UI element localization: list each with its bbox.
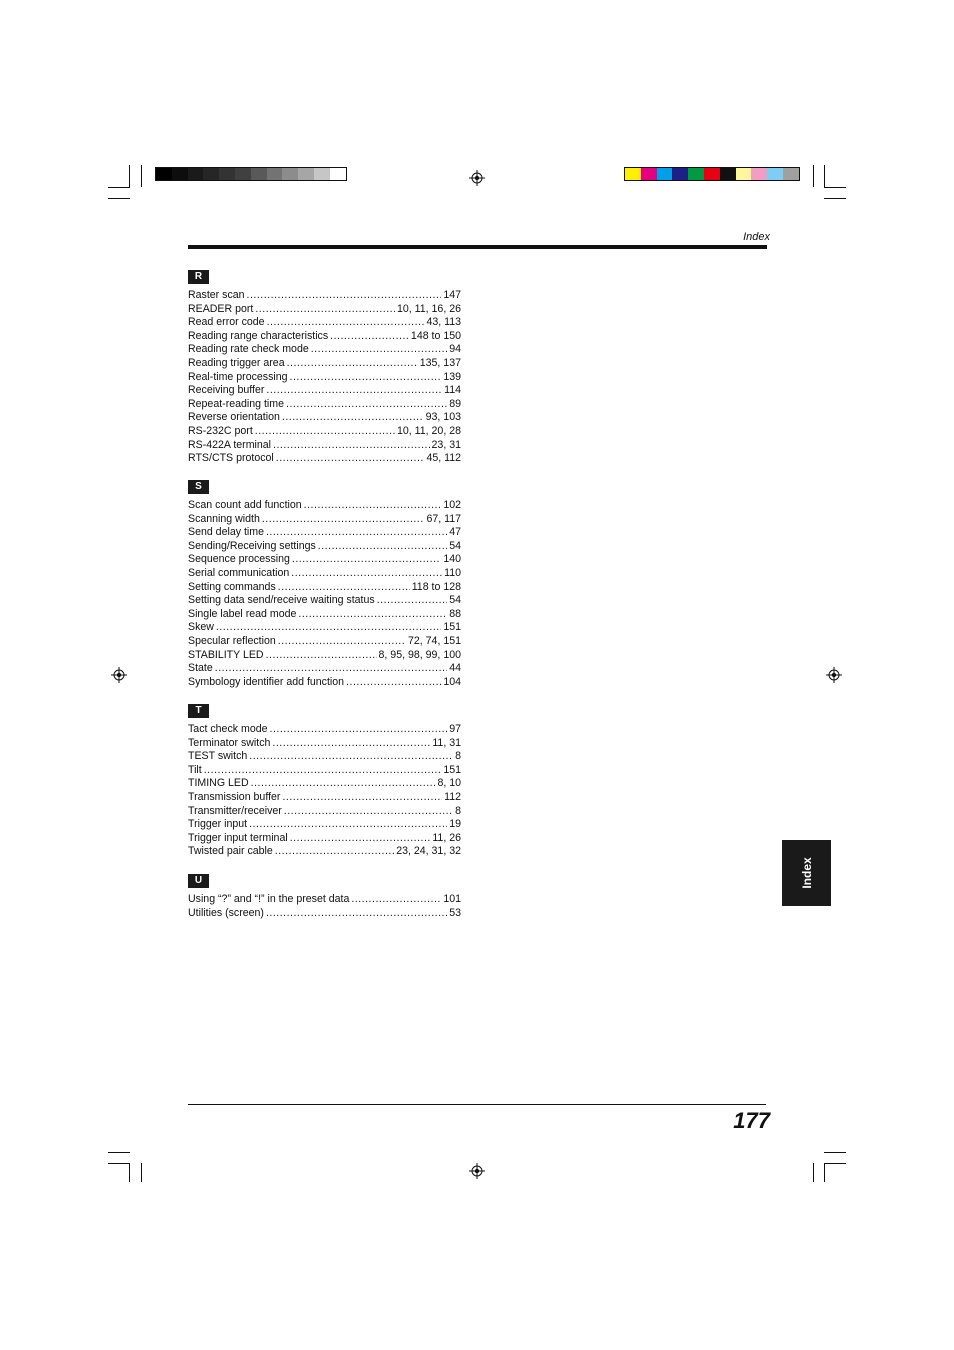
index-entry [188, 818, 461, 832]
index-pages: 151 [443, 621, 461, 634]
index-term: READER port [188, 302, 254, 315]
color-swatch [203, 168, 219, 180]
index-pages: 112 [444, 790, 461, 803]
dot-leader [330, 330, 409, 344]
index-term: Scanning width [188, 512, 260, 525]
crop-mark [824, 198, 846, 199]
index-term: Sending/Receiving settings [188, 539, 316, 552]
index-pages: 97 [449, 723, 461, 735]
index-pages: 151 [443, 763, 461, 776]
dot-leader [377, 594, 448, 608]
index-pages: 19 [449, 818, 461, 831]
dot-leader [286, 398, 447, 412]
index-term: Repeat-reading time [188, 397, 284, 410]
index-term: Symbology identifier add function [188, 675, 345, 688]
color-swatch [751, 168, 767, 180]
dot-leader [311, 343, 447, 357]
index-term: Real-time processing [188, 370, 288, 383]
crop-mark [108, 187, 130, 188]
dot-leader [273, 439, 430, 453]
index-term: Terminator switch [188, 736, 271, 749]
index-entry [188, 635, 461, 649]
crop-mark [141, 1163, 142, 1182]
dot-leader [251, 777, 436, 791]
dot-leader [318, 540, 447, 554]
index-entry [188, 764, 461, 778]
index-pages: 10, 11, 20, 28 [396, 424, 461, 437]
index-term: Reverse orientation [188, 411, 280, 424]
running-head: Index [743, 231, 770, 243]
index-entry [188, 398, 461, 412]
index-pages: 23, 24, 31, 32 [396, 845, 461, 858]
index-pages: 8, 95, 98, 99, 100 [378, 648, 461, 661]
crop-mark [108, 1152, 130, 1153]
dot-leader [278, 635, 406, 649]
section-letter: R [188, 270, 209, 284]
dot-leader [215, 662, 447, 676]
index-term: Trigger input [188, 818, 248, 831]
crop-mark [129, 1163, 130, 1182]
dot-leader [266, 384, 442, 398]
dot-leader [276, 452, 425, 466]
footer-rule [188, 1104, 766, 1105]
dot-leader [272, 737, 430, 751]
header-rule [188, 245, 767, 249]
index-term: State [188, 662, 213, 675]
crop-mark [108, 1163, 130, 1164]
color-swatch [704, 168, 720, 180]
color-swatch [188, 168, 204, 180]
crop-mark [813, 1163, 814, 1182]
dot-leader [284, 805, 453, 819]
dot-leader [249, 750, 453, 764]
index-entry [188, 777, 461, 791]
index-pages: 104 [443, 675, 461, 688]
dot-leader [262, 513, 425, 527]
index-term: Utilities (screen) [188, 906, 264, 919]
index-pages: 23, 31 [431, 438, 461, 451]
dot-leader [304, 499, 442, 513]
crop-mark [141, 165, 142, 187]
index-entry [188, 608, 461, 622]
index-term: RTS/CTS protocol [188, 452, 274, 465]
section-letter: T [188, 704, 209, 718]
side-tab-label: Index [799, 857, 814, 889]
index-pages: 93, 103 [425, 411, 461, 424]
index-entry [188, 316, 461, 330]
dot-leader [292, 553, 441, 567]
index-term: TIMING LED [188, 777, 249, 790]
index-pages: 72, 74, 151 [407, 634, 461, 647]
section-letter: S [188, 480, 209, 494]
dot-leader [287, 357, 418, 371]
index-entry [188, 567, 461, 581]
index-term: Scan count add function [188, 499, 302, 511]
index-entry [188, 499, 461, 513]
index-term: Read error code [188, 316, 265, 329]
index-pages: 67, 117 [426, 512, 461, 525]
index-section-u [188, 870, 461, 920]
crop-mark [824, 1163, 846, 1164]
index-pages: 47 [449, 526, 461, 539]
index-entry [188, 289, 461, 303]
dot-leader [290, 832, 431, 846]
index-term: RS-422A terminal [188, 438, 272, 451]
color-swatch [330, 168, 346, 180]
section-letter: U [188, 874, 209, 888]
index-section-r [188, 266, 461, 466]
index-term: Using “?” and “!” in the preset data [188, 893, 350, 905]
index-pages: 140 [443, 553, 461, 566]
index-entry [188, 513, 461, 527]
index-term: Transmitter/receiver [188, 804, 282, 817]
index-entry [188, 791, 461, 805]
index-pages: 8 [455, 750, 461, 763]
dot-leader [298, 608, 447, 622]
index-pages: 11, 31 [432, 736, 461, 749]
dot-leader [204, 764, 442, 778]
index-pages: 148 to 150 [410, 329, 461, 342]
color-swatch [720, 168, 736, 180]
index-pages: 53 [449, 906, 461, 919]
index-entry [188, 330, 461, 344]
crop-mark [813, 165, 814, 187]
index-pages: 8 [455, 804, 461, 817]
registration-target-icon [111, 667, 127, 683]
index-entry [188, 540, 461, 554]
color-swatch [625, 168, 641, 180]
index-entry [188, 621, 461, 635]
index-pages: 110 [444, 566, 461, 579]
dot-leader [278, 581, 410, 595]
index-entry [188, 649, 461, 663]
index-pages: 101 [443, 893, 461, 905]
index-pages: 11, 26 [432, 831, 461, 844]
crop-mark [824, 1152, 846, 1153]
crop-mark [129, 165, 130, 187]
dot-leader [249, 818, 447, 832]
color-calibration-bar [624, 167, 800, 181]
dot-leader [270, 723, 448, 737]
color-swatch [282, 168, 298, 180]
registration-target-icon [469, 170, 485, 186]
index-term: STABILITY LED [188, 648, 264, 661]
index-pages: 114 [444, 384, 461, 397]
index-entry [188, 553, 461, 567]
color-swatch [672, 168, 688, 180]
index-entry [188, 425, 461, 439]
color-swatch [767, 168, 783, 180]
index-term: Tilt [188, 763, 202, 776]
dot-leader [247, 289, 442, 303]
color-swatch [298, 168, 314, 180]
index-pages: 102 [443, 499, 461, 511]
index-entry [188, 439, 461, 453]
index-pages: 89 [449, 397, 461, 410]
side-tab [782, 840, 831, 906]
index-term: Specular reflection [188, 634, 276, 647]
index-entry [188, 371, 461, 385]
index-term: Reading trigger area [188, 356, 285, 369]
index-term: Single label read mode [188, 607, 297, 620]
index-entry [188, 805, 461, 819]
dot-leader [282, 411, 424, 425]
dot-leader [351, 893, 441, 907]
dot-leader [267, 316, 425, 330]
index-term: Setting commands [188, 580, 276, 593]
color-swatch [736, 168, 752, 180]
color-swatch [267, 168, 283, 180]
index-term: Raster scan [188, 289, 245, 301]
dot-leader [266, 526, 447, 540]
color-swatch [172, 168, 188, 180]
index-term: Reading rate check mode [188, 343, 309, 356]
index-pages: 88 [449, 607, 461, 620]
index-entry [188, 357, 461, 371]
page-number: 177 [733, 1108, 770, 1133]
color-swatch [235, 168, 251, 180]
registration-target-icon [469, 1163, 485, 1179]
index-entry [188, 343, 461, 357]
index-term: Trigger input terminal [188, 831, 288, 844]
index-term: RS-232C port [188, 424, 253, 437]
index-pages: 135, 137 [419, 356, 461, 369]
index-entry [188, 893, 461, 907]
color-swatch [641, 168, 657, 180]
index-term: Receiving buffer [188, 384, 265, 397]
crop-mark [824, 1163, 825, 1182]
index-entry [188, 737, 461, 751]
crop-mark [824, 187, 846, 188]
index-term: Transmission buffer [188, 790, 281, 803]
gray-scale-bar [155, 167, 347, 181]
index-term: Reading range characteristics [188, 329, 329, 342]
index-pages: 8, 10 [437, 777, 461, 790]
color-swatch [688, 168, 704, 180]
color-swatch [251, 168, 267, 180]
index-pages: 45, 112 [426, 452, 461, 465]
index-entry [188, 662, 461, 676]
index-entry [188, 411, 461, 425]
index-pages: 54 [449, 539, 461, 552]
dot-leader [216, 621, 441, 635]
index-term: Skew [188, 621, 214, 634]
index-entry [188, 594, 461, 608]
registration-target-icon [826, 667, 842, 683]
index-term: Setting data send/receive waiting status [188, 594, 375, 607]
index-entry [188, 845, 461, 859]
index-term: Serial communication [188, 566, 290, 579]
index-term: Twisted pair cable [188, 845, 273, 858]
index-term: Sequence processing [188, 553, 290, 566]
crop-mark [108, 198, 130, 199]
index-entry [188, 676, 461, 690]
color-swatch [657, 168, 673, 180]
index-entry [188, 303, 461, 317]
index-entry [188, 723, 461, 737]
color-swatch [314, 168, 330, 180]
index-entry [188, 832, 461, 846]
dot-leader [346, 676, 441, 690]
dot-leader [291, 567, 442, 581]
index-section-s [188, 476, 461, 689]
dot-leader [266, 907, 447, 921]
index-section-t [188, 700, 461, 859]
index-pages: 10, 11, 16, 26 [396, 302, 461, 315]
index-entry [188, 581, 461, 595]
index-pages: 94 [449, 343, 461, 356]
dot-leader [275, 845, 394, 859]
index-entry [188, 452, 461, 466]
dot-leader [282, 791, 442, 805]
color-swatch [783, 168, 799, 180]
crop-mark [824, 165, 825, 187]
index-term: Tact check mode [188, 723, 268, 735]
color-swatch [156, 168, 172, 180]
dot-leader [290, 371, 442, 385]
index-pages: 54 [449, 594, 461, 607]
index-term: TEST switch [188, 750, 248, 763]
index-pages: 44 [449, 662, 461, 675]
index-entry [188, 526, 461, 540]
color-swatch [219, 168, 235, 180]
index-term: Send delay time [188, 526, 264, 539]
dot-leader [266, 649, 377, 663]
dot-leader [255, 425, 395, 439]
index-pages: 118 to 128 [411, 580, 461, 593]
index-pages: 43, 113 [426, 316, 461, 329]
index-pages: 139 [443, 370, 461, 383]
index-entry [188, 750, 461, 764]
dot-leader [255, 303, 395, 317]
index-entry [188, 384, 461, 398]
index-pages: 147 [443, 289, 461, 301]
index-entry [188, 907, 461, 921]
